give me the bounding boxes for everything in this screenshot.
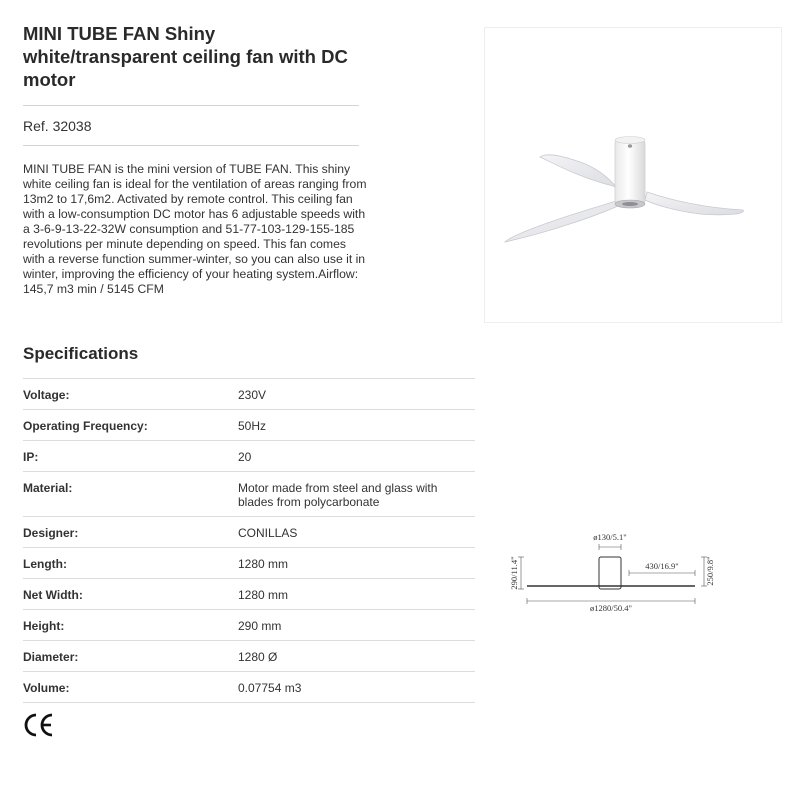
specifications-heading: Specifications xyxy=(23,344,139,363)
spec-row-designer xyxy=(23,517,475,548)
product-reference: Ref. 32038 xyxy=(23,118,92,134)
dimension-blade-span: ø1280/50.4" xyxy=(590,603,632,613)
spec-label: Net Width: xyxy=(23,588,83,602)
spec-value: 1280 mm xyxy=(238,588,289,602)
spec-label: Length: xyxy=(23,557,67,571)
spec-value: Motor made from steel and glass with blades from polycarbonate xyxy=(238,481,438,509)
spec-label: Diameter: xyxy=(23,650,79,664)
spec-row-volume xyxy=(23,672,475,703)
spec-row-material xyxy=(23,472,475,517)
ce-mark-icon xyxy=(23,712,55,738)
product-title: MINI TUBE FAN Shiny white/transparent ceiling fan with DC motor xyxy=(23,23,348,90)
spec-row-net-width xyxy=(23,579,475,610)
spec-row-operating-frequency xyxy=(23,410,475,441)
spec-value: 290 mm xyxy=(238,619,282,633)
spec-row-length xyxy=(23,548,475,579)
spec-value: CONILLAS xyxy=(238,526,298,540)
specifications-table xyxy=(23,378,475,703)
spec-row-height xyxy=(23,610,475,641)
spec-label: IP: xyxy=(23,450,39,464)
spec-value: 1280 Ø xyxy=(238,650,278,664)
dimension-total-height: 290/11.4" xyxy=(509,556,519,590)
spec-label: Operating Frequency: xyxy=(23,419,148,433)
spec-row-voltage xyxy=(23,379,475,410)
ceiling-fan-illustration xyxy=(485,28,781,322)
spec-label: Material: xyxy=(23,481,73,495)
spec-row-ip xyxy=(23,441,475,472)
product-description: MINI TUBE FAN is the mini version of TUBE FAN. This shiny white ceiling fan is ideal for the ventilation of areas ranging from 13m2 to 17,6m2. Activated by remote control. This ceiling fan with a low-consumption DC motor has 6 adjustable speeds with a 3-6-9-13-22-32W consumption and 51-77-103-129-155-185 revolutions per minute depending on speed. This fan comes with a reverse function summer-winter, so you can also use it in winter, improving the efficiency of your heating system.Airflow: 145,7 m3 min / 5145 CFM xyxy=(23,162,367,296)
spec-label: Volume: xyxy=(23,681,70,695)
spec-value: 0.07754 m3 xyxy=(238,681,302,695)
spec-row-diameter xyxy=(23,641,475,672)
spec-value: 230V xyxy=(238,388,267,402)
spec-value: 20 xyxy=(238,450,252,464)
title-divider xyxy=(23,105,359,106)
reference-divider xyxy=(23,145,359,146)
spec-label: Voltage: xyxy=(23,388,70,402)
spec-label: Height: xyxy=(23,619,65,633)
dimension-drawing xyxy=(505,527,723,619)
dimension-body-height: 250/9.8" xyxy=(705,556,715,586)
spec-value: 50Hz xyxy=(238,419,267,433)
spec-value: 1280 mm xyxy=(238,557,289,571)
spec-label: Designer: xyxy=(23,526,79,540)
dimension-motor-diameter: ø130/5.1" xyxy=(593,532,627,542)
product-image xyxy=(484,27,782,323)
dimension-blade-segment: 430/16.9" xyxy=(645,561,679,571)
